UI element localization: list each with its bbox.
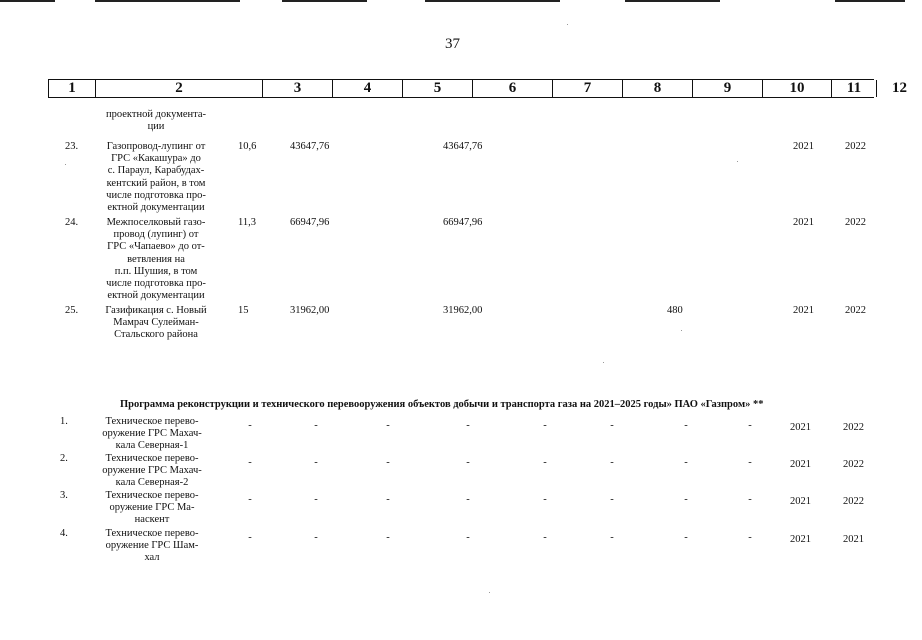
cell-dash: - xyxy=(610,420,614,431)
cell-num: 23. xyxy=(65,141,79,152)
cell-name: Техническое перево- оружение ГРС Шам- хал xyxy=(105,528,199,564)
continuation-text xyxy=(96,109,216,133)
cell-dash: - xyxy=(610,457,614,468)
cell-c11: 2021 xyxy=(790,496,811,507)
cell-c12: 2021 xyxy=(843,534,864,545)
cell-c12: 2022 xyxy=(843,459,864,470)
scan-speck xyxy=(603,362,604,363)
cell-dash: - xyxy=(466,420,470,431)
cell-dash: - xyxy=(543,457,547,468)
cell-c11: 2021 xyxy=(790,422,811,433)
scan-edge-mark xyxy=(0,0,55,2)
cell-num: 25. xyxy=(65,305,79,316)
cell-dash: - xyxy=(386,420,390,431)
header-cell: 6 xyxy=(473,80,553,97)
cell-c9: 480 xyxy=(667,305,683,316)
cell-c3: 15 xyxy=(238,305,249,316)
cell-c11: 2021 xyxy=(793,141,814,152)
cell-dash: - xyxy=(684,457,688,468)
cell-name: Газификация с. Новый Мамрач Сулейман- Стальского района xyxy=(105,305,207,341)
header-cell: 12 xyxy=(892,80,907,96)
cell-name: Техническое перево- оружение ГРС Ма- наскент xyxy=(105,490,199,526)
cell-num: 2. xyxy=(60,453,68,464)
cell-c4: 43647,76 xyxy=(290,141,330,152)
header-cell: 7 xyxy=(553,80,623,97)
cell-c12: 2022 xyxy=(843,496,864,507)
cell-dash: - xyxy=(748,494,752,505)
scan-speck xyxy=(681,330,682,331)
cell-dash: - xyxy=(748,420,752,431)
cell-dash: - xyxy=(314,420,318,431)
cell-c12: 2022 xyxy=(845,305,866,316)
cell-c11: 2021 xyxy=(790,534,811,545)
cell-dash: - xyxy=(248,457,252,468)
cell-dash: - xyxy=(386,532,390,543)
cell-dash: - xyxy=(748,457,752,468)
cell-dash: - xyxy=(248,420,252,431)
header-cell: 9 xyxy=(693,80,763,97)
cell-c6: 66947,96 xyxy=(443,217,483,228)
section-title: Программа реконструкции и технического перевооружения объектов добычи и транспорта газа на 2021–2025 годы» ПАО «Газпром» ** xyxy=(120,399,764,410)
scan-edge-mark xyxy=(282,0,367,2)
cell-dash: - xyxy=(543,420,547,431)
cell-dash: - xyxy=(466,457,470,468)
cell-dash: - xyxy=(248,532,252,543)
header-cell: 11 xyxy=(832,80,877,97)
table-header-row xyxy=(48,79,907,98)
header-cell: 8 xyxy=(623,80,693,97)
cell-c6: 31962,00 xyxy=(443,305,483,316)
cell-dash: - xyxy=(684,532,688,543)
scan-speck xyxy=(65,164,66,165)
cell-dash: - xyxy=(248,494,252,505)
cell-dash: - xyxy=(314,457,318,468)
cell-c11: 2021 xyxy=(790,459,811,470)
cell-dash: - xyxy=(684,420,688,431)
cell-dash: - xyxy=(314,494,318,505)
scan-speck xyxy=(567,24,568,25)
header-cell: 4 xyxy=(333,80,403,97)
header-cell: 10 xyxy=(763,80,832,97)
cell-c11: 2021 xyxy=(793,305,814,316)
cell-c4: 31962,00 xyxy=(290,305,330,316)
cell-num: 3. xyxy=(60,490,68,501)
cell-name: Газопровод-лупинг от ГРС «Какашура» до с. Параул, Карабудах- кентский район, в том числе подготовка про- ектной документации xyxy=(106,141,206,214)
cell-name: Техническое перево- оружение ГРС Махач- кала Северная-1 xyxy=(102,416,202,452)
cell-num: 24. xyxy=(65,217,79,228)
cell-c4: 66947,96 xyxy=(290,217,330,228)
header-cell: 3 xyxy=(263,80,333,97)
cell-dash: - xyxy=(543,532,547,543)
header-cell: 1 xyxy=(48,80,96,97)
scan-edge-mark xyxy=(625,0,720,2)
cell-dash: - xyxy=(610,494,614,505)
scan-speck xyxy=(489,592,490,593)
cell-dash: - xyxy=(610,532,614,543)
cell-c3: 11,3 xyxy=(238,217,256,228)
scan-edge-mark xyxy=(95,0,240,2)
cell-dash: - xyxy=(314,532,318,543)
cell-dash: - xyxy=(386,494,390,505)
cell-dash: - xyxy=(684,494,688,505)
cell-dash: - xyxy=(543,494,547,505)
page-number: 37 xyxy=(445,36,460,52)
continuation-line: проектной документа- ции xyxy=(105,109,207,133)
cell-dash: - xyxy=(466,532,470,543)
cell-c12: 2022 xyxy=(845,217,866,228)
cell-dash: - xyxy=(386,457,390,468)
scan-speck xyxy=(737,161,738,162)
header-cell: 5 xyxy=(403,80,473,97)
cell-c12: 2022 xyxy=(843,422,864,433)
cell-c6: 43647,76 xyxy=(443,141,483,152)
cell-c11: 2021 xyxy=(793,217,814,228)
cell-num: 4. xyxy=(60,528,68,539)
scan-edge-mark xyxy=(425,0,560,2)
cell-dash: - xyxy=(466,494,470,505)
cell-dash: - xyxy=(748,532,752,543)
header-cell: 2 xyxy=(96,80,263,97)
cell-c3: 10,6 xyxy=(238,141,257,152)
cell-name: Техническое перево- оружение ГРС Махач- кала Северная-2 xyxy=(102,453,202,489)
scan-edge-mark xyxy=(835,0,905,2)
cell-num: 1. xyxy=(60,416,68,427)
cell-c12: 2022 xyxy=(845,141,866,152)
cell-name: Межпоселковый газо- провод (лупинг) от ГРС «Чапаево» до от- ветвления на п.п. Шушия, в том числе подготовка про- ектной документации xyxy=(106,217,206,302)
